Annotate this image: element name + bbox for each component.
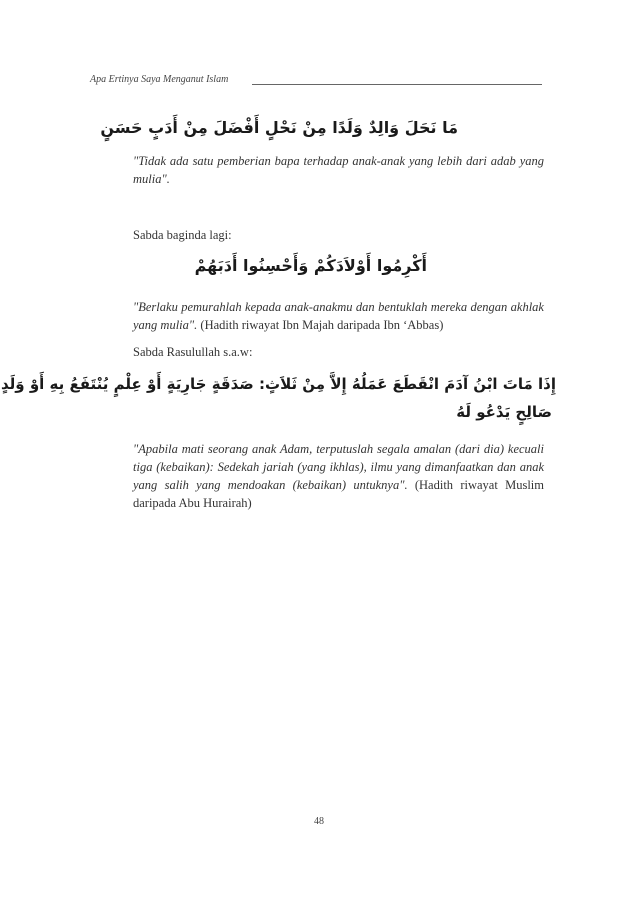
hadith-1-translation [133, 152, 544, 188]
arabic-hadith-2: ﺃَﻛْﺮِﻣُﻮﺍ ﺃَﻭْﻻَﺩَﻛُﻢْ ﻭَﺃَﺣْﺴِﻨُﻮﺍ ﺃَﺩَﺑَﻬُﻢْ [194, 256, 427, 275]
header-rule [252, 84, 542, 85]
sabda-intro-1: Sabda baginda lagi: [133, 228, 232, 242]
running-title: Apa Ertinya Saya Menganut Islam [90, 74, 229, 85]
hadith-3-translation [133, 440, 544, 512]
source-2: (Hadith riwayat Ibn Majah daripada Ibn ‘Abbas) [197, 318, 444, 332]
source-3: (Hadith riwayat Muslim daripada Abu Hurairah) [133, 478, 544, 510]
hadith-2-translation [133, 298, 544, 334]
quote-3: "Apabila mati seorang anak Adam, terputuslah segala amalan (dari dia) kecuali tiga (kebaikan): Sedekah jariah (yang ikhlas), ilmu yang dimanfaatkan dan anak yang salih yang mendoakan (kebaikan) untuknya". [133, 442, 544, 492]
page-number: 48 [314, 816, 324, 827]
arabic-hadith-1: ﻣَﺎ ﻧَﺤَﻞَ ﻭَﺍﻟِﺪٌ ﻭَﻟَﺪًﺍ ﻣِﻦْ ﻧَﺤْﻞٍ ﺃَﻓْﻀَﻞَ ﻣِﻦْ ﺃَﺩَﺏٍ ﺣَﺴَﻦٍ [100, 118, 458, 137]
arabic-hadith-3-line-1: ﺇِﺫَﺍ ﻣَﺎﺕَ ﺍﺑْﻦُ ﺁﺩَﻡَ ﺍﻧْﻘَﻄَﻊَ ﻋَﻤَﻠُﻪُ ﺇِﻻَّ ﻣِﻦْ ﺛَﻼَﺙٍ: ﺻَﺪَﻗَﺔٍ ﺟَﺎﺭِﻳَﺔٍ ﺃَﻭْ ﻋِﻠْﻢٍ ﻳُﻨْﺘَﻔَﻊُ ﺑِﻪِ ﺃَﻭْ ﻭَﻟَﺪٍ [1, 375, 556, 393]
sabda-intro-2: Sabda Rasulullah s.a.w: [133, 345, 253, 359]
quote-2: "Berlaku pemurahlah kepada anak-anakmu dan bentuklah mereka dengan akhlak yang mulia". [133, 300, 544, 332]
quote-1: "Tidak ada satu pemberian bapa terhadap anak-anak yang lebih dari adab yang mulia". [133, 154, 544, 186]
arabic-hadith-3-line-2: ﺻَﺎﻟِﺢٍ ﻳَﺪْﻋُﻮ ﻟَﻪُ [456, 403, 552, 421]
